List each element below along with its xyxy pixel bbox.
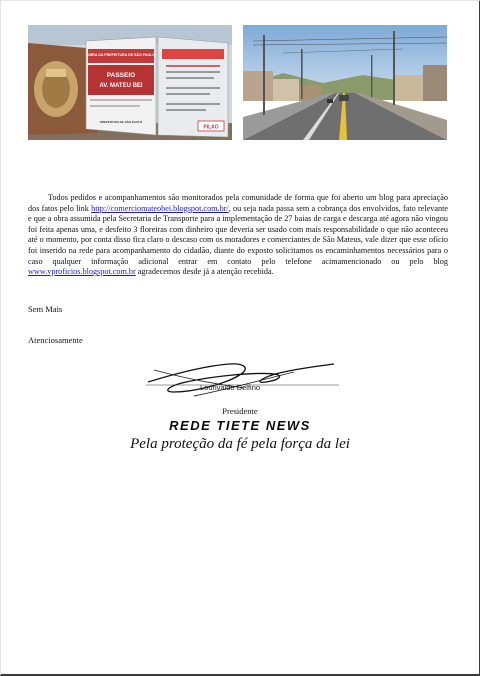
sign-title: PASSEIO	[106, 72, 136, 79]
blog-link-2[interactable]: www.vproficios.blogspot.com.br	[28, 267, 136, 277]
closing-regards: Atenciosamente	[28, 335, 83, 345]
body-text-part-3: agradecemos desde já a atenção recebida.	[135, 267, 274, 277]
blog-link-1[interactable]: http://comerciomateobei.blogspot.com.br/	[91, 203, 229, 213]
letter-body	[28, 193, 448, 278]
sign-subtitle: AV. MATEU BEI	[99, 83, 143, 89]
street-photo	[243, 25, 447, 140]
signatory-role: Presidente	[222, 406, 258, 416]
body-text-part-2: , ou seja nada passa sem a cobrança dos envolvidos, fato relevante e que a obra assumida pela Secretaria de Transporte para a implementação de 27 baias de carga e descarga até agora não vingou foi feita apenas uma, e desfeito 3 floreiras com dinheiro que deveria ser usado com mais responsabilidade o que não aconteceu até o momento, por conta disso fica claro o descaso com os moradores e comerciantes de São Mateus, vale dizer que esse ofício foi inserido na rede para acompanhamento do cidadão, diante do exposto solicitamos os encaminhamentos necessários para o caso qualquer informação adicional entrar em contato pelo telefone acimamencionado ou pelo blog	[28, 203, 448, 266]
sign-brand: PILAO	[203, 124, 219, 131]
sign-header: OBRA DA PREFEITURA DE SÃO PAULO	[86, 53, 156, 57]
sign-footer: PREFEITURA DE SÃO PAULO	[99, 120, 143, 124]
organization-name: REDE TIETE NEWS	[169, 418, 311, 433]
organization-motto: Pela proteção da fé pela força da lei	[130, 436, 350, 452]
closing-sem-mais: Sem Mais	[28, 304, 63, 314]
billboard-photo	[28, 25, 232, 140]
body-text-part-1: Todos pedidos e acompanhamentos são monitorados pela comunidade de forma que foi aberto um blog para apreciação dos fatos pelo link	[28, 193, 448, 213]
signatory-name: Lourivaldo Delfino	[200, 383, 261, 392]
handwritten-signature	[134, 352, 346, 404]
